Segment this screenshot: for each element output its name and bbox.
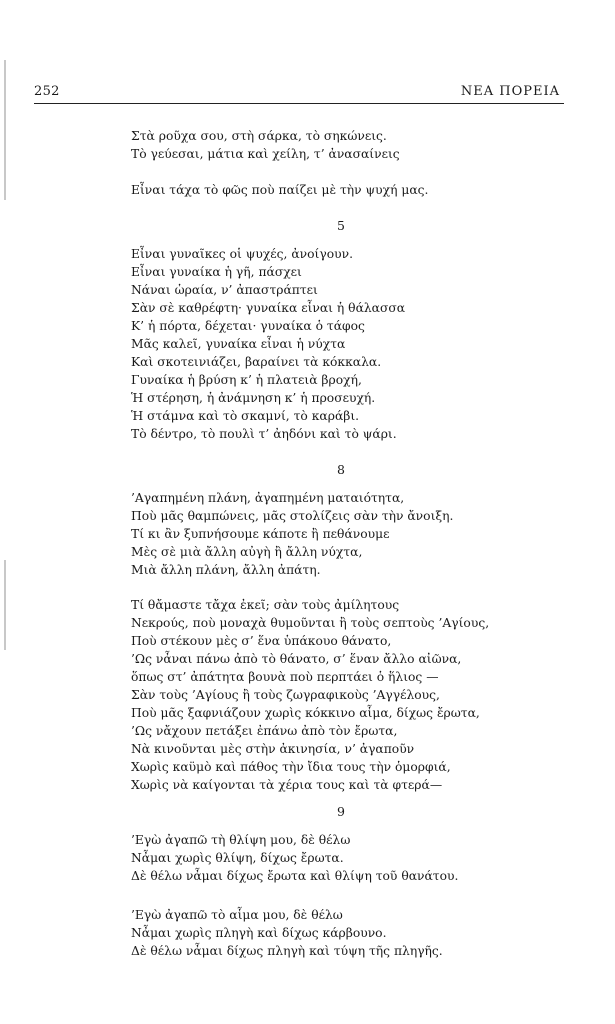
poem-line: Εἶναι γυναῖκες οἱ ψυχές, ἀνοίγουν. — [131, 247, 353, 261]
poem-line: Μᾶς καλεῖ, γυναίκα εἶναι ἡ νύχτα — [131, 337, 346, 351]
poem-line: Νἆμαι χωρὶς θλίψη, δίχως ἔρωτα. — [131, 851, 344, 865]
poem-line: Δὲ θέλω νἆμαι δίχως πληγὴ καὶ τύψη τῆς πληγῆς. — [131, 944, 443, 958]
poem-line: Γυναίκα ἡ βρύση κ’ ἡ πλατειὰ βροχή, — [131, 373, 362, 387]
poem-line: Τί κι ἂν ξυπνήσουμε κάποτε ἢ πεθάνουμε — [131, 527, 390, 541]
poem-line: ’Εγὼ ἀγαπῶ τὴ θλίψη μου, δὲ θέλω — [131, 833, 351, 847]
poem-line: Τί θἄμαστε τἄχα ἐκεῖ; σὰν τοὺς ἀμίλητους — [131, 598, 400, 612]
poem-line: ’Ως νἆναι πάνω ἀπὸ τὸ θάνατο, σ’ ἕναν ἄλλο αἰῶνα, — [131, 652, 462, 666]
poem-line: Ποὺ μᾶς θαμπώνεις, μᾶς στολίζεις σὰν τὴν ἄνοιξη. — [131, 509, 454, 523]
journal-title: ΝΕΑ ΠΟΡΕΙΑ — [460, 84, 560, 99]
poem-line: Εἶναι τάχα τὸ φῶς ποὺ παίζει μὲ τὴν ψυχή μας. — [131, 183, 429, 197]
scan-edge-mark — [4, 560, 6, 650]
running-header — [34, 82, 564, 102]
poem-line: Καὶ σκοτεινιάζει, βαραίνει τὰ κόκκαλα. — [131, 355, 382, 369]
poem-line: ’Εγὼ ἀγαπῶ τὸ αἷμα μου, δὲ θέλω — [131, 908, 343, 922]
poem-line: Νάναι ὡραία, ν’ ἀπαστράπτει — [131, 283, 318, 297]
poem-line: Μιὰ ἄλλη πλάνη, ἄλλη ἀπάτη. — [131, 563, 321, 577]
poem-line: ὅπως στ’ ἀπάτητα βουνὰ ποὺ περπτάει ὁ ἥλιος — — [131, 670, 439, 684]
poem-line: Τὸ δέντρο, τὸ πουλὶ τ’ ἀηδόνι καὶ τὸ ψάρι. — [131, 427, 397, 441]
scan-edge-mark — [4, 60, 6, 200]
poem-line: Κ’ ἡ πόρτα, δέχεται· γυναίκα ὁ τάφος — [131, 319, 365, 333]
poem-line: Νὰ κινοῦνται μὲς στὴν ἀκινησία, ν’ ἀγαποῦν — [131, 742, 415, 756]
section-number: 8 — [337, 462, 345, 477]
poem-line: Ποὺ μᾶς ξαφνιάζουν χωρὶς κόκκινο αἷμα, δίχως ἔρωτα, — [131, 706, 480, 720]
poem-line: Σὰν τοὺς ’Αγίους ἢ τοὺς ζωγραφικοὺς ’Αγγέλους, — [131, 688, 440, 702]
poem-line: ’Ως νἄχουν πετάξει ἐπάνω ἀπὸ τὸν ἔρωτα, — [131, 724, 398, 738]
poem-line: ’Αγαπημένη πλάνη, ἀγαπημένη ματαιότητα, — [131, 491, 405, 505]
poem-line: Μὲς σὲ μιὰ ἄλλη αὐγὴ ἢ ἄλλη νύχτα, — [131, 545, 363, 559]
section-number: 9 — [337, 804, 345, 819]
poem-line: Χωρὶς νὰ καίγονται τὰ χέρια τους καὶ τὰ φτερά— — [131, 778, 443, 792]
poem-line: Νεκρούς, ποὺ μοναχὰ θυμοῦνται ἢ τοὺς σεπτοὺς ’Αγίους, — [131, 616, 490, 630]
poem-line: Δὲ θέλω νἆμαι δίχως ἔρωτα καὶ θλίψη τοῦ θανάτου. — [131, 869, 459, 883]
poem-line: Νἆμαι χωρὶς πληγὴ καὶ δίχως κάρβουνο. — [131, 926, 387, 940]
header-rule — [34, 103, 564, 104]
poem-line: Χωρὶς καϋμὸ καὶ πάθος τὴν ἴδια τους τὴν ὁμορφιά, — [131, 760, 451, 774]
poem-line: Ποὺ στέκουν μὲς σ’ ἕνα ὑπάκουο θάνατο, — [131, 634, 392, 648]
poem-line: Στὰ ροῦχα σου, στὴ σάρκα, τὸ σηκώνεις. — [131, 129, 387, 143]
poem-line: Ἡ στάμνα καὶ τὸ σκαμνί, τὸ καράβι. — [131, 409, 360, 423]
poem-line: Σὰν σὲ καθρέφτη· γυναίκα εἶναι ἡ θάλασσα — [131, 301, 406, 315]
poem-line: Τὸ γεύεσαι, μάτια καὶ χείλη, τ’ ἀνασαίνεις — [131, 147, 400, 161]
poem-line: Εἶναι γυναίκα ἡ γῆ, πάσχει — [131, 265, 302, 279]
page-number: 252 — [34, 84, 60, 99]
section-number: 5 — [337, 218, 345, 233]
poem-line: Ἡ στέρηση, ἡ ἀνάμνηση κ’ ἡ προσευχή. — [131, 391, 376, 405]
